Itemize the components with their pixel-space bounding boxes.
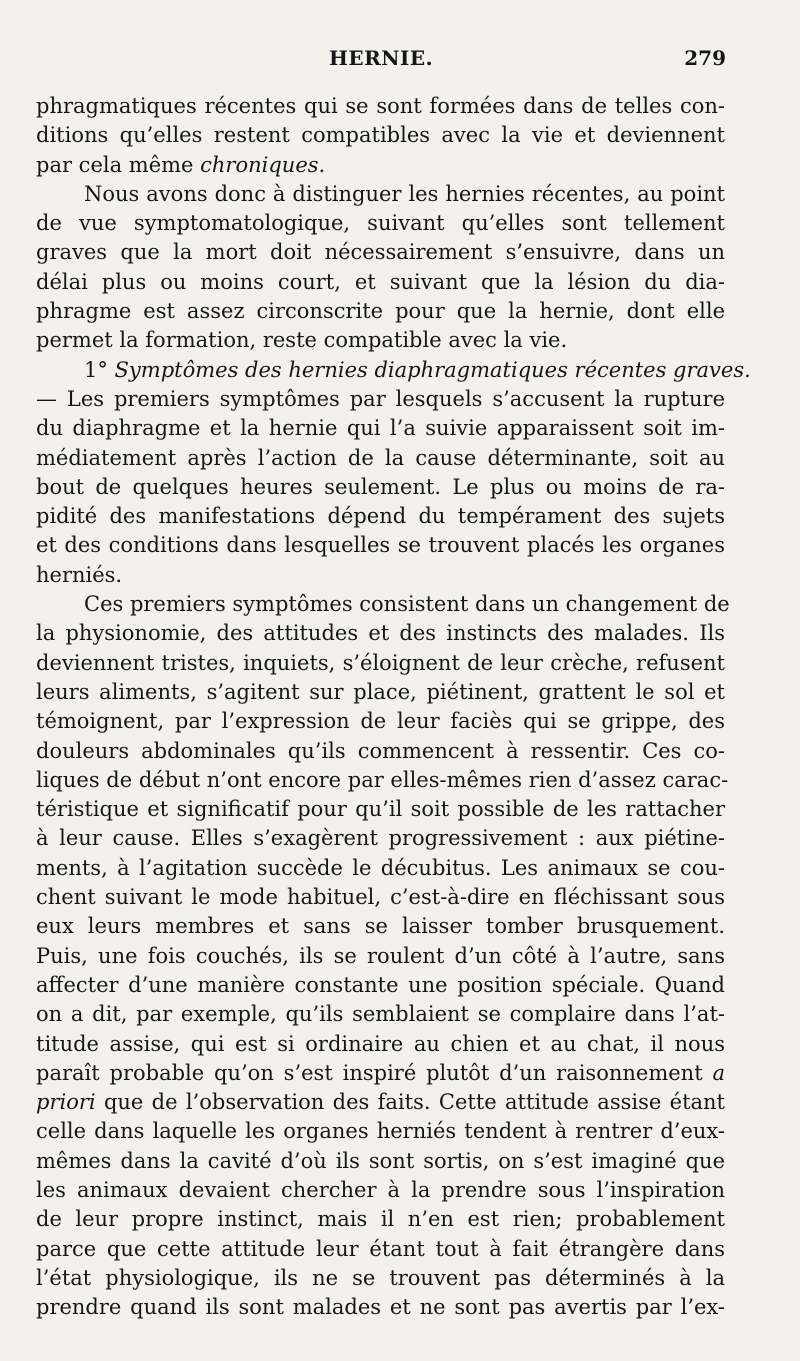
text-line [36, 766, 729, 795]
running-title: HERNIE. [328, 46, 434, 70]
text-line [36, 297, 725, 326]
text-segment: phragme est assez circonscrite pour que la hernie, dont elle [36, 299, 725, 324]
text-line [36, 942, 725, 971]
text-segment: on a dit, par exemple, qu’ils semblaient se complaire dans l’at- [36, 1002, 725, 1027]
text-line [36, 414, 725, 443]
text-line [36, 1000, 725, 1029]
text-segment: téristique et significatif pour qu’il soit possible de les rattacher [36, 797, 725, 822]
text-segment: ditions qu’elles restent compatibles avec la vie et deviennent [36, 123, 725, 148]
text-segment: paraît probable qu’on s’est inspiré plutôt d’un raisonnement [36, 1060, 713, 1085]
text-segment: douleurs abdominales qu’ils commencent à ressentir. Ces co- [36, 738, 725, 763]
text-segment: médiatement après l’action de la cause déterminante, soit au [36, 445, 725, 470]
text-segment: à leur cause. Elles s’exagèrent progressivement : aux piétine- [36, 826, 725, 851]
text-segment: liques de début n’ont encore par elles-mêmes rien d’assez carac- [36, 767, 729, 792]
text-segment: délai plus ou moins court, et suivant que la lésion du dia- [36, 269, 725, 294]
text-line [36, 180, 725, 209]
text-line [36, 1059, 725, 1088]
text-line [36, 121, 725, 150]
text-segment: celle dans laquelle les organes herniés tendent à rentrer d’eux- [36, 1119, 725, 1144]
text-segment: témoignent, par l’expression de leur faciès qui se grippe, des [36, 709, 725, 734]
text-line [36, 356, 751, 385]
text-segment: prendre quand ils sont malades et ne sont pas avertis par l’ex- [36, 1295, 725, 1320]
text-segment: Nous avons donc à distinguer les hernies récentes, au point [84, 181, 725, 206]
text-line [36, 1176, 725, 1205]
text-segment: Ces premiers symptômes consistent dans un changement de [84, 592, 730, 617]
text-segment: eux leurs membres et sans se laisser tomber brusquement. [36, 914, 725, 939]
text-segment: mêmes dans la cavité d’où ils sont sortis, on s’est imaginé que [36, 1148, 725, 1173]
text-line [36, 561, 725, 590]
text-line [36, 883, 725, 912]
text-segment: les animaux devaient chercher à la prendre sous l’inspiration [36, 1177, 725, 1202]
text-line [36, 326, 725, 355]
body-text [36, 92, 751, 1322]
text-segment: — Les premiers symptômes par lesquels s’accusent la rupture [36, 386, 725, 411]
text-line [36, 1030, 725, 1059]
text-line [36, 1147, 725, 1176]
text-segment: pidité des manifestations dépend du tempérament des sujets [36, 504, 725, 529]
italic-text: chroniques. [200, 152, 326, 177]
text-segment: herniés. [36, 562, 123, 587]
italic-text: priori [36, 1090, 96, 1115]
text-line [36, 1235, 725, 1264]
text-segment: la physionomie, des attitudes et des instincts des malades. Ils [36, 621, 725, 646]
text-segment: du diaphragme et la hernie qui l’a suivie apparaissent soit im- [36, 416, 725, 441]
text-line [36, 1205, 725, 1234]
text-line [36, 971, 725, 1000]
text-segment: bout de quelques heures seulement. Le plus ou moins de ra- [36, 474, 725, 499]
text-line [36, 473, 725, 502]
text-line [36, 268, 725, 297]
text-segment: graves que la mort doit nécessairement s’ensuivre, dans un [36, 240, 725, 265]
text-segment: de vue symptomatologique, suivant qu’elles sont tellement [36, 211, 725, 236]
text-segment: titude assise, qui est si ordinaire au chien et au chat, il nous [36, 1031, 725, 1056]
text-line [36, 590, 730, 619]
text-segment: parce que cette attitude leur étant tout à fait étrangère dans [36, 1236, 725, 1261]
text-segment: leurs aliments, s’agitent sur place, piétinent, grattent le sol et [36, 679, 725, 704]
page-number: 279 [684, 46, 726, 70]
text-segment: de leur propre instinct, mais il n’en est rien; probablement [36, 1207, 725, 1232]
text-segment: ments, à l’agitation succède le décubitus. Les animaux se cou- [36, 855, 725, 880]
text-line [36, 1117, 725, 1146]
text-line [36, 649, 725, 678]
text-segment: 1° [84, 357, 115, 382]
text-segment: chent suivant le mode habituel, c’est-à-dire en fléchissant sous [36, 885, 725, 910]
text-line [36, 151, 725, 180]
text-line [36, 209, 725, 238]
text-segment: Puis, une fois couchés, ils se roulent d’un côté à l’autre, sans [36, 943, 725, 968]
text-segment: affecter d’une manière constante une position spéciale. Quand [36, 972, 725, 997]
text-segment: et des conditions dans lesquelles se trouvent placés les organes [36, 533, 725, 558]
text-segment: par cela même [36, 152, 201, 177]
text-line [36, 385, 725, 414]
text-line [36, 707, 725, 736]
text-line [36, 92, 725, 121]
text-segment: permet la formation, reste compatible avec la vie. [36, 328, 568, 353]
text-line [36, 1264, 725, 1293]
text-line [36, 854, 725, 883]
text-line [36, 1088, 725, 1117]
text-line [36, 619, 725, 648]
text-line [36, 912, 725, 941]
text-segment: l’état physiologique, ils ne se trouvent pas déterminés à la [36, 1265, 725, 1290]
text-line [36, 678, 725, 707]
italic-text: a [712, 1060, 725, 1085]
text-line [36, 1293, 725, 1322]
text-line [36, 824, 725, 853]
page-header [36, 46, 726, 76]
text-line [36, 795, 725, 824]
text-segment: phragmatiques récentes qui se sont formées dans de telles con- [36, 94, 725, 118]
italic-text: Symptômes des hernies diaphragmatiques récentes graves. [114, 357, 751, 382]
text-segment: que de l’observation des faits. Cette attitude assise étant [95, 1090, 725, 1115]
text-line [36, 238, 725, 267]
text-line [36, 444, 725, 473]
text-line [36, 531, 725, 560]
text-line [36, 737, 725, 766]
text-segment: deviennent tristes, inquiets, s’éloignent de leur crèche, refusent [36, 650, 725, 675]
text-line [36, 502, 725, 531]
